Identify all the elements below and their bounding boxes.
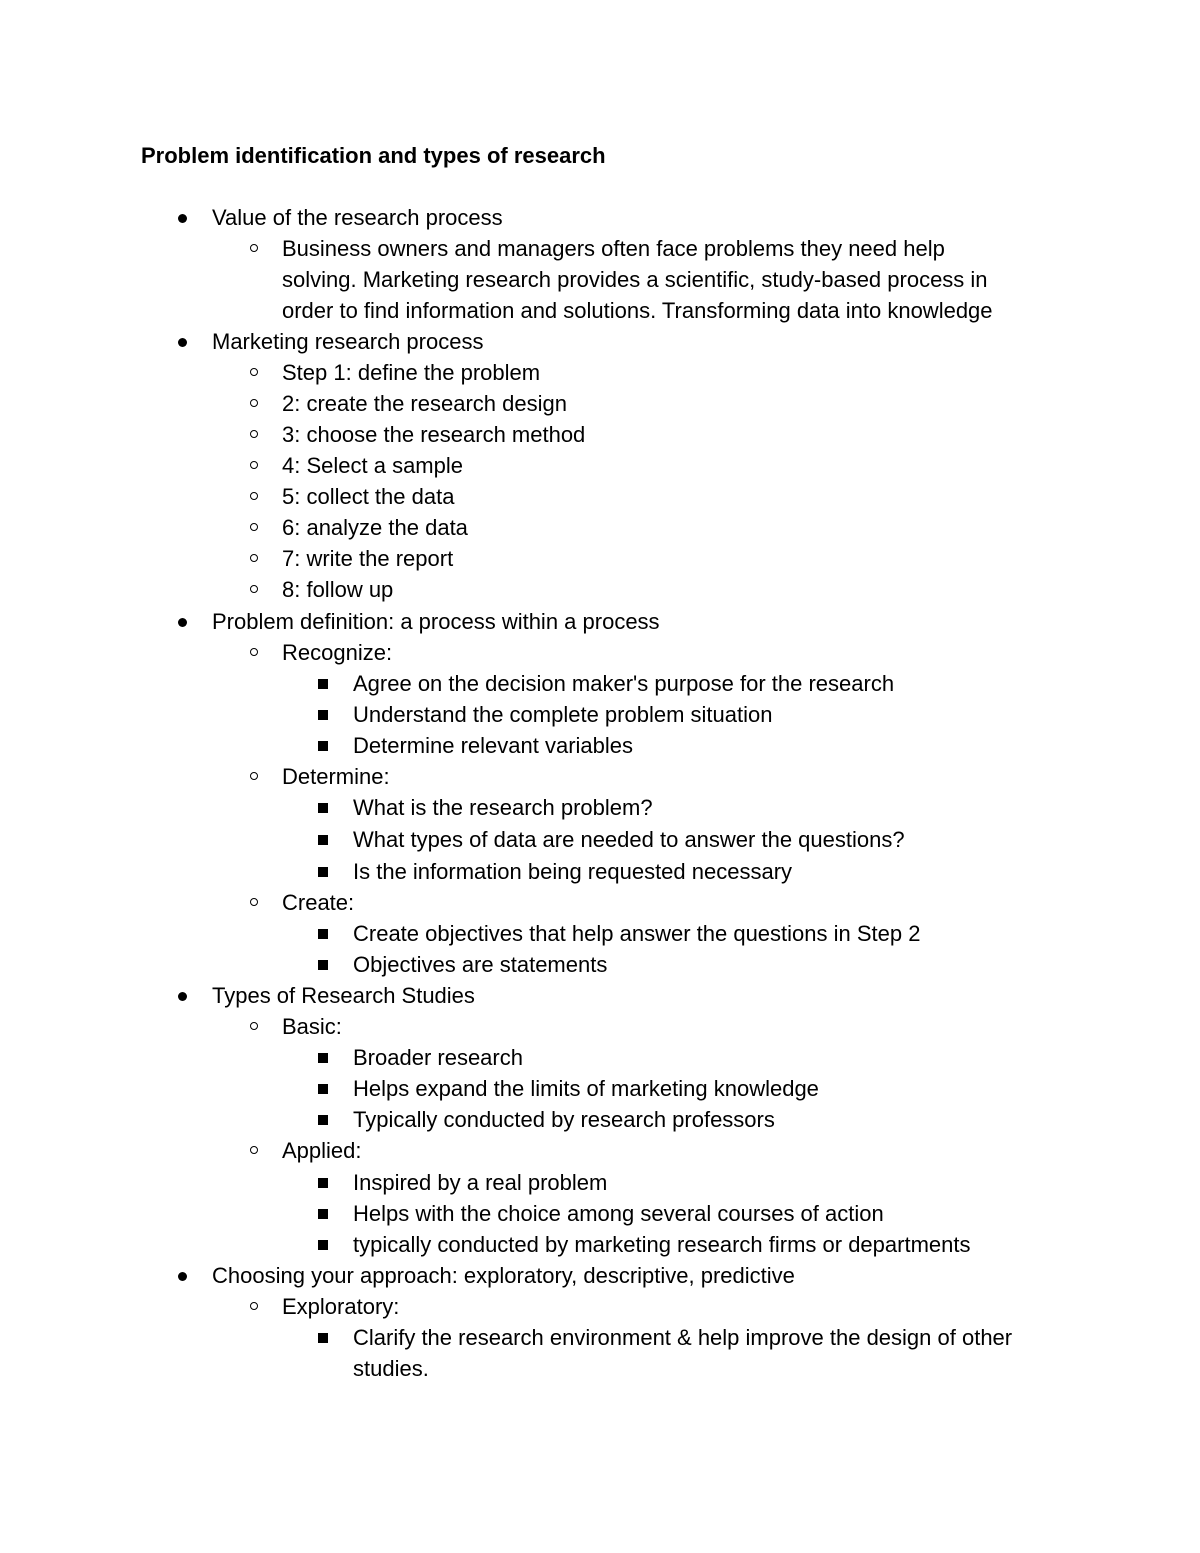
list-item-text: Business owners and managers often face problems they need help: [282, 236, 945, 261]
list-item: [0, 481, 1200, 512]
bullet-square-icon: [318, 1333, 328, 1343]
bullet-circle-icon: [250, 492, 258, 500]
list-item: [0, 450, 1200, 481]
list-item-text: 7: write the report: [282, 546, 454, 571]
bullet-square-icon: [318, 1115, 328, 1125]
list-item-text: typically conducted by marketing research firms or departments: [353, 1232, 971, 1257]
list-item-text: Broader research: [353, 1045, 523, 1070]
list-item: [0, 1073, 1200, 1104]
list-item: [0, 637, 1200, 668]
list-item: [0, 543, 1200, 574]
list-item: [0, 574, 1200, 605]
list-item: [0, 233, 1200, 264]
list-item-text: Is the information being requested necessary: [353, 859, 793, 884]
list-item-text: order to find information and solutions. Transforming data into knowledge: [282, 298, 993, 323]
bullet-dot-icon: [178, 214, 187, 223]
list-item-text: Agree on the decision maker's purpose for the research: [353, 671, 895, 696]
list-item-text: Inspired by a real problem: [353, 1170, 608, 1195]
list-item: [0, 202, 1200, 233]
list-item-continuation: [0, 295, 1200, 326]
list-item: [0, 980, 1200, 1011]
list-item: [0, 668, 1200, 699]
list-item: [0, 761, 1200, 792]
bullet-dot-icon: [178, 1272, 187, 1281]
list-item: [0, 918, 1200, 949]
list-item: [0, 699, 1200, 730]
list-item-text: What is the research problem?: [353, 795, 653, 820]
bullet-square-icon: [318, 929, 328, 939]
list-item: [0, 1011, 1200, 1042]
list-item: [0, 1291, 1200, 1322]
bullet-square-icon: [318, 1240, 328, 1250]
bullet-circle-icon: [250, 772, 258, 780]
list-item-text: Step 1: define the problem: [282, 360, 541, 385]
bullet-circle-icon: [250, 898, 258, 906]
list-item: [0, 1322, 1200, 1353]
list-item-text: solving. Marketing research provides a scientific, study-based process in: [282, 267, 988, 292]
list-item-text: 6: analyze the data: [282, 515, 468, 540]
bullet-circle-icon: [250, 368, 258, 376]
bullet-circle-icon: [250, 523, 258, 531]
list-item: [0, 792, 1200, 823]
list-item-text: Applied:: [282, 1138, 362, 1163]
list-item-text: Helps with the choice among several courses of action: [353, 1201, 884, 1226]
list-item-text: Value of the research process: [212, 205, 503, 230]
list-item: [0, 606, 1200, 637]
bullet-circle-icon: [250, 648, 258, 656]
list-item: [0, 887, 1200, 918]
bullet-square-icon: [318, 1084, 328, 1094]
bullet-square-icon: [318, 679, 328, 689]
list-item-text: What types of data are needed to answer the questions?: [353, 827, 905, 852]
list-item-text: Clarify the research environment & help improve the design of other: [353, 1325, 1013, 1350]
list-item-text: Typically conducted by research professors: [353, 1107, 775, 1132]
bullet-circle-icon: [250, 461, 258, 469]
list-item-text: studies.: [353, 1356, 429, 1381]
list-item-text: Determine:: [282, 764, 390, 789]
list-item-text: 5: collect the data: [282, 484, 455, 509]
bullet-square-icon: [318, 1209, 328, 1219]
list-item: [0, 730, 1200, 761]
bullet-dot-icon: [178, 992, 187, 1001]
list-item-text: Helps expand the limits of marketing knowledge: [353, 1076, 819, 1101]
bullet-square-icon: [318, 803, 328, 813]
bullet-circle-icon: [250, 430, 258, 438]
list-item-text: Objectives are statements: [353, 952, 608, 977]
list-item: [0, 1260, 1200, 1291]
list-item: [0, 326, 1200, 357]
list-item-text: 2: create the research design: [282, 391, 567, 416]
bullet-square-icon: [318, 1053, 328, 1063]
list-item-text: Basic:: [282, 1014, 342, 1039]
list-item-text: Marketing research process: [212, 329, 484, 354]
bullet-square-icon: [318, 1178, 328, 1188]
list-item: [0, 1229, 1200, 1260]
list-item-text: Create:: [282, 890, 355, 915]
list-item-continuation: [0, 1353, 1200, 1384]
list-item-text: 8: follow up: [282, 577, 394, 602]
list-item: [0, 949, 1200, 980]
list-item: [0, 1167, 1200, 1198]
bullet-square-icon: [318, 741, 328, 751]
bullet-square-icon: [318, 867, 328, 877]
list-item: [0, 856, 1200, 887]
list-item-continuation: [0, 264, 1200, 295]
bullet-circle-icon: [250, 554, 258, 562]
list-item-text: Exploratory:: [282, 1294, 400, 1319]
bullet-circle-icon: [250, 1022, 258, 1030]
bullet-circle-icon: [250, 1146, 258, 1154]
list-item: [0, 1135, 1200, 1166]
bullet-circle-icon: [250, 585, 258, 593]
bullet-square-icon: [318, 960, 328, 970]
list-item-text: 4: Select a sample: [282, 453, 463, 478]
list-item: [0, 512, 1200, 543]
bullet-circle-icon: [250, 399, 258, 407]
list-item: [0, 388, 1200, 419]
list-item: [0, 419, 1200, 450]
list-item: [0, 1198, 1200, 1229]
list-item-text: Determine relevant variables: [353, 733, 634, 758]
bullet-dot-icon: [178, 338, 187, 347]
list-item-text: 3: choose the research method: [282, 422, 586, 447]
bullet-square-icon: [318, 710, 328, 720]
list-item: [0, 824, 1200, 855]
list-item-text: Problem definition: a process within a process: [212, 609, 660, 634]
list-item-text: Create objectives that help answer the questions in Step 2: [353, 921, 921, 946]
document-title: Problem identification and types of research: [141, 143, 606, 168]
bullet-circle-icon: [250, 1302, 258, 1310]
list-item-text: Choosing your approach: exploratory, descriptive, predictive: [212, 1263, 795, 1288]
bullet-square-icon: [318, 835, 328, 845]
bullet-dot-icon: [178, 618, 187, 627]
list-item: [0, 357, 1200, 388]
list-item-text: Understand the complete problem situation: [353, 702, 773, 727]
list-item: [0, 1042, 1200, 1073]
list-item-text: Types of Research Studies: [212, 983, 475, 1008]
list-item: [0, 1104, 1200, 1135]
list-item-text: Recognize:: [282, 640, 393, 665]
bullet-circle-icon: [250, 244, 258, 252]
